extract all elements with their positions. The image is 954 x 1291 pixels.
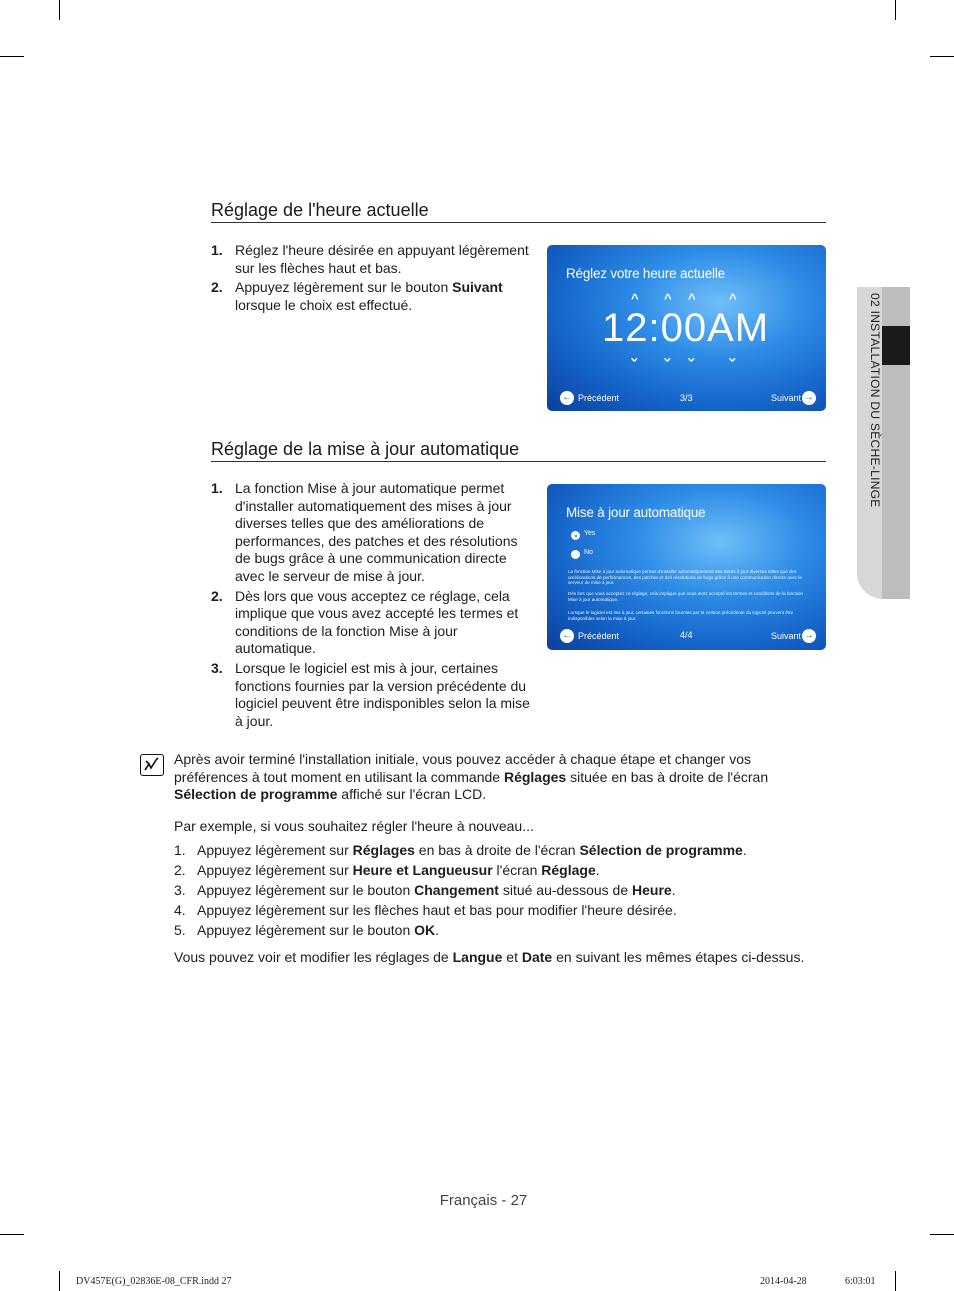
- list-text-part: l'écran: [492, 862, 542, 878]
- list-item: [174, 840, 824, 860]
- section-heading-current-time: Réglage de l'heure actuelle: [211, 199, 826, 223]
- note-bold: Date: [521, 949, 553, 965]
- next-button[interactable]: Suivant: [771, 393, 802, 403]
- step-text: Dès lors que vous acceptez ce réglage, cela implique que vous avez accepté les termes et conditions de la fonction Mise à jour automatique.: [235, 587, 519, 657]
- note-text: Après avoir terminé l'installation initiale, vous pouvez accéder à chaque étape et changer vos préférences à tout moment en utilisant la commande: [174, 751, 752, 785]
- step-text: [235, 279, 541, 314]
- step-text-part: Appuyez légèrement sur le bouton: [235, 279, 453, 296]
- screen-paragraph: La fonction Mise à jour automatique permet d'installer automatiquement des mises à jour diverses telles que des améliorations de performances, des patches et des résolutions de bugs grâce à une communication directe avec le serveur de mise à jour.: [568, 569, 802, 586]
- list-text-bold: Réglages: [352, 842, 415, 858]
- up-arrow-icon[interactable]: ^: [631, 291, 639, 306]
- list-text-part: .: [742, 842, 747, 858]
- list-item: [211, 660, 536, 730]
- list-number: 4.: [174, 902, 186, 918]
- list-item: [211, 279, 541, 314]
- list-number: 2.: [174, 862, 186, 878]
- down-arrow-icon[interactable]: ˇ: [688, 356, 694, 376]
- step-number: 2.: [211, 279, 223, 296]
- page-indicator: 4/4: [680, 630, 693, 640]
- steps-auto-update: [211, 480, 536, 732]
- note-text: située en bas à droite de l'écran: [566, 768, 769, 785]
- crop-mark: [59, 0, 60, 20]
- note-text: affiché sur l'écran LCD.: [337, 786, 487, 803]
- list-text-bold: OK: [414, 922, 436, 938]
- list-text-bold: Heure: [632, 882, 672, 898]
- crop-mark: [0, 1234, 24, 1235]
- down-arrow-icon[interactable]: ˇ: [729, 356, 735, 376]
- crop-mark: [0, 56, 24, 57]
- slug-time: 6:03:01: [845, 1276, 876, 1287]
- list-text-part: Appuyez légèrement sur les flèches haut et bas pour modifier l'heure désirée.: [197, 902, 677, 918]
- step-text-part: lorsque le choix est effectué.: [235, 296, 413, 313]
- screen-paragraph: Lorsque le logiciel est mis à jour, certaines fonctions fournies par la version précédente du logiciel peuvent être indisponibles selon la mise à jour.: [568, 610, 794, 621]
- screen-footer: [547, 391, 826, 411]
- note-closing: [174, 949, 824, 967]
- list-item: [211, 480, 536, 586]
- screen-paragraph: Dès lors que vous acceptez ce réglage, cela implique que vous avez accepté les termes et conditions de la fonction Mise à jour automatique.: [568, 591, 803, 602]
- up-arrow-icon[interactable]: ^: [729, 291, 737, 306]
- list-item: [174, 920, 824, 940]
- note-steps-list: [174, 840, 824, 940]
- page-number: Français - 27: [439, 1192, 528, 1209]
- chapter-tab-label: 02 INSTALLATION DU SÈCHE-LINGE: [868, 293, 882, 508]
- list-text-part: Appuyez légèrement sur: [197, 842, 353, 858]
- down-arrows: [547, 358, 826, 374]
- list-text-bold: Sélection de programme: [579, 842, 743, 858]
- screen-title: Réglez votre heure actuelle: [566, 266, 725, 281]
- list-text-part: Appuyez légèrement sur le bouton: [197, 922, 415, 938]
- step-text: La fonction Mise à jour automatique permet d'installer automatiquement des mises à jour diverses telles que des améliorations de performances, des patches et des résolutions de bugs grâce à une communication directe avec le serveur de mise à jour.: [235, 480, 518, 584]
- list-number: 5.: [174, 922, 186, 938]
- step-number: 2.: [211, 587, 223, 604]
- next-button[interactable]: Suivant: [771, 631, 802, 641]
- crop-mark: [930, 56, 954, 57]
- list-item: [174, 900, 824, 920]
- list-number: 3.: [174, 882, 186, 898]
- screen-auto-update: [547, 484, 826, 650]
- screen-footer: [547, 629, 826, 649]
- time-display: 12:00AM: [602, 306, 770, 350]
- step-text: Réglez l'heure désirée en appuyant légèrement sur les flèches haut et bas.: [235, 242, 529, 276]
- steps-current-time: [211, 242, 541, 316]
- note-text: Vous pouvez voir et modifier les réglages de: [174, 949, 453, 965]
- crop-mark: [59, 1271, 60, 1291]
- forward-arrow-icon[interactable]: →: [804, 630, 814, 641]
- step-text: Lorsque le logiciel est mis à jour, certaines fonctions fournies par la version précédente du logiciel peuvent être indisponibles selon la mise à jour.: [235, 659, 530, 729]
- note-paragraph: [174, 751, 824, 804]
- crop-mark: [895, 0, 896, 20]
- list-text: [197, 920, 439, 940]
- option-yes-label[interactable]: Yes: [584, 530, 596, 537]
- list-item: [211, 588, 536, 658]
- screen-title: Mise à jour automatique: [566, 505, 706, 520]
- list-item: [174, 880, 824, 900]
- step-number: 3.: [211, 659, 223, 676]
- note-bold: Langue: [452, 949, 503, 965]
- option-no-label[interactable]: No: [584, 549, 593, 556]
- step-number: 1.: [211, 242, 223, 258]
- note-example: Par exemple, si vous souhaitez régler l'heure à nouveau...: [174, 818, 534, 834]
- list-text-bold: Réglage: [541, 862, 596, 878]
- down-arrow-icon[interactable]: ˇ: [631, 356, 637, 376]
- forward-arrow-icon[interactable]: →: [804, 392, 814, 403]
- list-text-part: Appuyez légèrement sur: [197, 862, 353, 878]
- crop-mark: [895, 1271, 896, 1291]
- list-text-part: en bas à droite de l'écran: [414, 842, 580, 858]
- list-item: [174, 860, 824, 880]
- list-text-bold: Changement: [414, 882, 499, 898]
- previous-button[interactable]: Précédent: [578, 393, 620, 403]
- up-arrow-icon[interactable]: ^: [664, 291, 672, 306]
- list-text: [197, 840, 747, 860]
- back-arrow-icon[interactable]: ←: [562, 392, 572, 403]
- note-icon: [140, 754, 164, 776]
- section-heading-auto-update: Réglage de la mise à jour automatique: [211, 438, 826, 462]
- list-text-part: .: [671, 882, 676, 898]
- list-text: [197, 900, 677, 920]
- list-text-part: .: [595, 862, 600, 878]
- list-text: [197, 880, 676, 900]
- list-text-part: .: [435, 922, 440, 938]
- up-arrow-icon[interactable]: ^: [688, 291, 696, 306]
- screen-set-time: [547, 245, 826, 411]
- list-text-bold: Heure et Langueusur: [352, 862, 493, 878]
- down-arrow-icon[interactable]: ˇ: [664, 356, 670, 376]
- slug-date: 2014-04-28: [760, 1276, 807, 1287]
- step-text-bold: Suivant: [452, 279, 503, 296]
- note-text: et: [502, 949, 522, 965]
- previous-button[interactable]: Précédent: [578, 631, 620, 641]
- file-slug: DV457E(G)_02836E-08_CFR.indd 27: [76, 1276, 232, 1287]
- back-arrow-icon[interactable]: ←: [562, 630, 572, 641]
- list-text-part: situé au-dessous de: [498, 882, 633, 898]
- chapter-tab-marker: [882, 326, 910, 365]
- list-text: [197, 860, 600, 880]
- step-number: 1.: [211, 480, 223, 496]
- list-text-part: Appuyez légèrement sur le bouton: [197, 882, 415, 898]
- radio-yes[interactable]: [571, 531, 580, 540]
- crop-mark: [930, 1234, 954, 1235]
- note-text: en suivant les mêmes étapes ci-dessus.: [552, 949, 805, 965]
- list-number: 1.: [174, 842, 186, 858]
- radio-no[interactable]: [571, 550, 580, 559]
- list-item: [211, 242, 541, 277]
- note-bold: Sélection de programme: [174, 786, 338, 803]
- note-bold: Réglages: [503, 768, 567, 785]
- page-indicator: 3/3: [680, 393, 693, 403]
